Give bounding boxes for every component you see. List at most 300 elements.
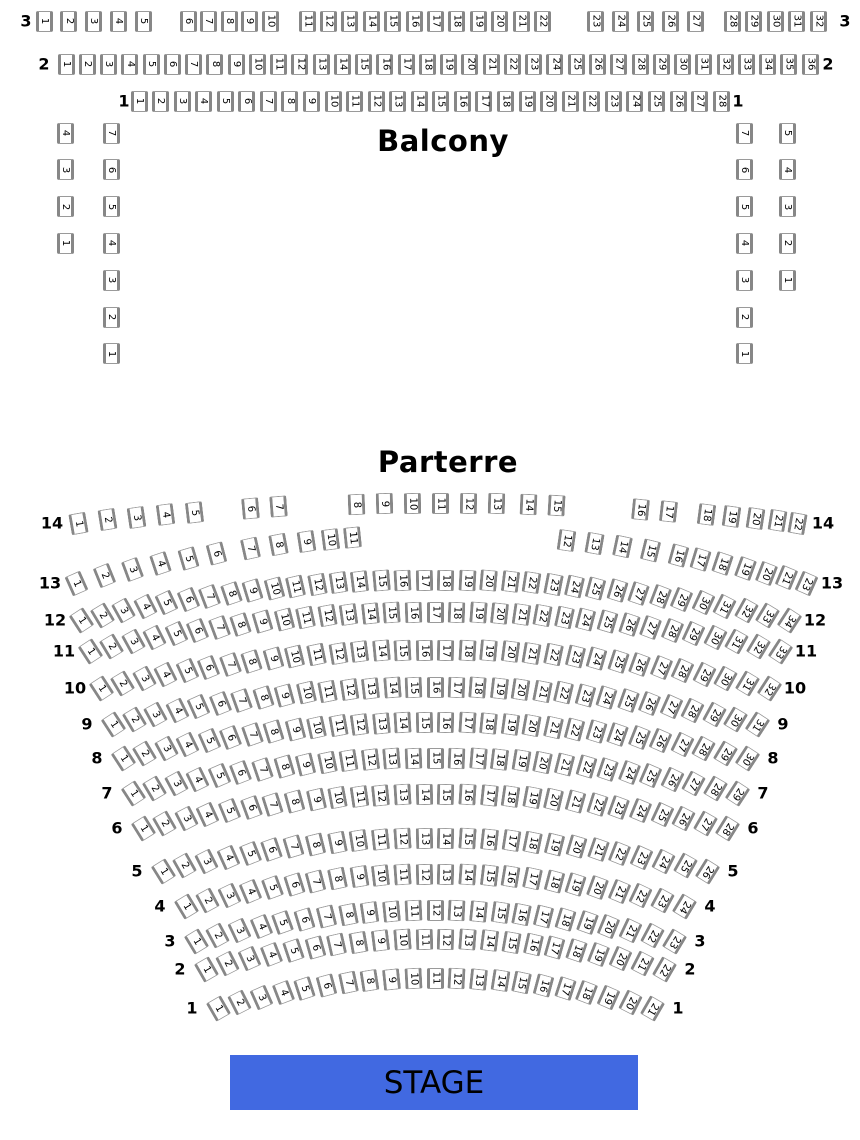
seat[interactable]: 22 [608,840,632,866]
seat[interactable]: 3 [132,666,157,693]
seat[interactable]: 17 [398,54,415,75]
seat[interactable]: 14 [480,929,499,952]
seat[interactable]: 19 [458,569,476,591]
seat[interactable]: 22 [651,956,676,983]
seat[interactable]: 6 [197,654,221,680]
seat[interactable]: 5 [143,54,160,75]
seat[interactable]: 3 [126,505,146,528]
seat[interactable]: 6 [241,497,260,519]
seat[interactable]: 24 [586,646,608,671]
seat[interactable]: 19 [500,713,520,736]
seat[interactable]: 10 [263,576,285,601]
seat[interactable]: 17 [658,500,677,523]
seat[interactable]: 19 [490,677,509,700]
seat[interactable]: 3 [164,770,189,797]
seat[interactable]: 15 [394,639,412,661]
seat[interactable]: 30 [734,745,760,772]
seat[interactable]: 1 [58,54,75,75]
seat[interactable]: 7 [200,11,217,32]
seat[interactable]: 15 [511,971,532,995]
seat[interactable]: 3 [100,54,117,75]
seat[interactable]: 7 [326,932,347,956]
seat[interactable]: 26 [694,858,720,885]
seat[interactable]: 21 [607,878,631,904]
seat[interactable]: 15 [501,931,521,955]
seat[interactable]: 35 [780,54,797,75]
seat[interactable]: 21 [554,752,576,777]
seat[interactable]: 24 [564,574,585,598]
seat[interactable]: 10 [296,681,317,705]
seat[interactable]: 11 [285,574,306,598]
seat[interactable]: 4 [175,731,200,757]
seat[interactable]: 1 [103,343,120,364]
seat[interactable]: 7 [269,496,288,518]
seat[interactable]: 26 [628,651,651,677]
seat[interactable]: 16 [533,973,555,998]
seat[interactable]: 10 [327,786,348,810]
seat[interactable]: 3 [111,598,136,625]
seat[interactable]: 28 [632,54,649,75]
seat[interactable]: 12 [427,900,444,921]
seat[interactable]: 17 [475,91,492,112]
seat[interactable]: 27 [693,810,718,837]
seat[interactable]: 5 [238,840,262,866]
seat[interactable]: 20 [461,54,478,75]
seat[interactable]: 8 [360,969,380,992]
seat[interactable]: 2 [92,563,116,589]
seat[interactable]: 2 [90,602,115,629]
seat[interactable]: 7 [338,971,359,995]
seat[interactable]: 7 [261,792,284,817]
seat[interactable]: 8 [273,754,295,779]
seat[interactable]: 26 [589,54,606,75]
seat[interactable]: 17 [437,639,454,660]
seat[interactable]: 4 [239,878,263,904]
seat[interactable]: 6 [293,907,315,932]
seat[interactable]: 31 [788,11,805,32]
seat[interactable]: 3 [227,918,251,944]
seat[interactable]: 26 [660,766,684,792]
seat[interactable]: 12 [291,54,308,75]
seat[interactable]: 10 [320,528,340,551]
seat[interactable]: 24 [651,848,676,874]
seat[interactable]: 5 [184,501,203,524]
seat[interactable]: 10 [371,864,390,887]
seat[interactable]: 25 [607,649,630,674]
seat[interactable]: 13 [350,640,370,663]
seat[interactable]: 19 [469,602,487,624]
seat[interactable]: 27 [681,770,706,797]
seat[interactable]: 25 [637,11,654,32]
seat[interactable]: 11 [415,928,433,949]
seat[interactable]: 17 [416,569,433,590]
seat[interactable]: 20 [532,750,553,774]
seat[interactable]: 13 [415,827,432,848]
seat[interactable]: 2 [195,887,220,914]
seat[interactable]: 21 [483,54,500,75]
seat[interactable]: 23 [564,644,586,668]
seat[interactable]: 18 [711,551,734,576]
seat[interactable]: 22 [575,754,597,779]
seat[interactable]: 8 [268,533,289,557]
seat[interactable]: 3 [103,270,120,291]
seat[interactable]: 4 [736,233,753,254]
seat[interactable]: 9 [371,929,390,952]
seat[interactable]: 13 [361,677,380,700]
seat[interactable]: 21 [562,91,579,112]
seat[interactable]: 26 [670,91,687,112]
seat[interactable]: 1 [110,745,136,772]
seat[interactable]: 11 [339,749,359,773]
seat[interactable]: 7 [736,123,753,144]
seat[interactable]: 10 [284,644,306,668]
seat[interactable]: 11 [295,605,316,629]
seat[interactable]: 22 [553,681,574,705]
seat[interactable]: 15 [479,864,498,887]
seat[interactable]: 12 [437,928,455,949]
seat[interactable]: 13 [313,54,330,75]
seat[interactable]: 25 [628,725,652,751]
seat[interactable]: 5 [177,546,199,571]
seat[interactable]: 7 [230,688,253,714]
seat[interactable]: 1 [68,607,94,634]
seat[interactable]: 5 [218,798,242,824]
seat[interactable]: 4 [149,551,172,576]
seat[interactable]: 7 [241,722,264,747]
seat[interactable]: 6 [260,837,283,862]
seat[interactable]: 19 [470,11,487,32]
seat[interactable]: 9 [251,609,273,634]
seat[interactable]: 12 [415,863,432,884]
seat[interactable]: 9 [349,865,369,889]
seat[interactable]: 14 [612,535,633,559]
seat[interactable]: 32 [717,54,734,75]
seat[interactable]: 3 [779,196,796,217]
seat[interactable]: 31 [695,54,712,75]
seat[interactable]: 4 [153,662,178,688]
seat[interactable]: 1 [183,928,208,955]
seat[interactable]: 30 [723,706,748,733]
seat[interactable]: 3 [174,805,199,831]
seat[interactable]: 20 [565,834,587,859]
seat[interactable]: 7 [185,54,202,75]
seat[interactable]: 26 [618,612,641,637]
seat[interactable]: 27 [691,91,708,112]
seat[interactable]: 21 [543,715,564,739]
seat[interactable]: 22 [628,883,652,909]
seat[interactable]: 32 [746,633,771,660]
seat[interactable]: 19 [721,505,741,528]
seat[interactable]: 14 [411,91,428,112]
seat[interactable]: 2 [142,775,167,802]
seat[interactable]: 23 [596,757,619,782]
seat[interactable]: 3 [154,735,179,762]
seat[interactable]: 9 [241,11,258,32]
seat[interactable]: 18 [458,639,476,661]
seat[interactable]: 18 [448,601,466,623]
seat[interactable]: 11 [346,91,363,112]
seat[interactable]: 20 [754,560,777,586]
seat[interactable]: 16 [454,91,471,112]
seat[interactable]: 12 [361,748,380,771]
seat[interactable]: 28 [671,658,695,684]
seat[interactable]: 5 [164,621,188,647]
seat[interactable]: 16 [631,498,650,521]
seat[interactable]: 7 [305,869,327,894]
seat[interactable]: 21 [774,565,798,591]
seat[interactable]: 32 [734,598,759,625]
seat[interactable]: 27 [670,731,695,757]
seat[interactable]: 18 [554,907,576,932]
seat[interactable]: 8 [252,685,275,710]
seat[interactable]: 14 [437,827,454,848]
seat[interactable]: 9 [274,683,296,708]
seat[interactable]: 24 [595,685,618,710]
seat[interactable]: 14 [394,711,412,733]
seat[interactable]: 1 [57,233,74,254]
seat[interactable]: 16 [667,543,689,568]
seat[interactable]: 1 [64,570,88,596]
seat[interactable]: 17 [533,904,555,929]
seat[interactable]: 5 [217,91,234,112]
seat[interactable]: 13 [448,899,466,921]
seat[interactable]: 16 [437,711,454,732]
seat[interactable]: 17 [544,935,566,960]
seat[interactable]: 7 [198,583,221,609]
seat[interactable]: 22 [533,604,553,628]
seat[interactable]: 36 [802,54,819,75]
seat[interactable]: 6 [238,91,255,112]
seat[interactable]: 12 [328,641,348,665]
seat[interactable]: 20 [491,11,508,32]
seat[interactable]: 12 [320,11,337,32]
seat[interactable]: 26 [606,578,628,603]
seat[interactable]: 21 [565,789,587,814]
seat[interactable]: 26 [649,728,673,754]
seat[interactable]: 6 [316,973,338,998]
seat[interactable]: 2 [132,740,157,767]
seat[interactable]: 8 [230,612,253,637]
seat[interactable]: 1 [77,638,103,665]
seat[interactable]: 30 [767,11,784,32]
seat[interactable]: 29 [745,11,762,32]
seat[interactable]: 29 [692,662,717,688]
seat[interactable]: 15 [437,783,454,804]
seat[interactable]: 21 [587,837,610,862]
seat[interactable]: 27 [627,581,650,606]
seat[interactable]: 9 [296,530,316,553]
seat[interactable]: 29 [670,586,694,612]
seat[interactable]: 9 [262,646,284,671]
seat[interactable]: 11 [328,714,348,738]
seat[interactable]: 3 [57,159,74,180]
seat[interactable]: 22 [564,717,586,742]
seat[interactable]: 15 [372,570,391,592]
seat[interactable]: 12 [307,573,328,597]
seat[interactable]: 28 [660,617,684,643]
seat[interactable]: 15 [383,602,401,624]
seat[interactable]: 20 [501,640,521,663]
seat[interactable]: 17 [427,602,444,623]
seat[interactable]: 20 [618,989,643,1015]
seat[interactable]: 3 [121,629,146,656]
seat[interactable]: 12 [459,493,476,514]
seat[interactable]: 30 [674,54,691,75]
seat[interactable]: 24 [629,798,653,824]
seat[interactable]: 8 [240,649,263,674]
seat[interactable]: 20 [586,875,609,901]
seat[interactable]: 15 [490,901,510,924]
seat[interactable]: 9 [303,91,320,112]
seat[interactable]: 6 [186,617,210,643]
seat[interactable]: 17 [448,676,466,698]
seat[interactable]: 27 [639,614,662,640]
seat[interactable]: 1 [68,511,88,535]
seat[interactable]: 33 [738,54,755,75]
seat[interactable]: 1 [205,995,230,1022]
seat[interactable]: 4 [133,594,158,620]
seat[interactable]: 10 [349,829,369,852]
seat[interactable]: 15 [639,539,661,563]
seat[interactable]: 6 [209,691,233,717]
seat[interactable]: 2 [227,989,252,1015]
seat[interactable]: 18 [479,712,498,735]
seat[interactable]: 5 [736,196,753,217]
seat[interactable]: 21 [513,11,530,32]
seat[interactable]: 1 [173,893,198,920]
seat[interactable]: 3 [194,848,219,874]
seat[interactable]: 4 [103,233,120,254]
seat[interactable]: 34 [759,54,776,75]
seat[interactable]: 22 [640,922,665,949]
seat[interactable]: 1 [131,91,148,112]
seat[interactable]: 29 [724,780,750,807]
seat[interactable]: 18 [448,11,465,32]
seat[interactable]: 29 [682,621,706,647]
seat[interactable]: 28 [714,815,740,842]
seat[interactable]: 23 [585,719,607,744]
seat[interactable]: 13 [487,493,505,514]
seat[interactable]: 13 [341,11,358,32]
seat[interactable]: 16 [480,828,499,851]
seat[interactable]: 27 [610,54,627,75]
seat[interactable]: 5 [261,875,284,901]
seat[interactable]: 17 [427,11,444,32]
seat[interactable]: 5 [271,910,294,936]
seat[interactable]: 28 [680,697,705,723]
seat[interactable]: 12 [371,784,390,807]
seat[interactable]: 1 [193,956,218,983]
seat[interactable]: 4 [155,503,175,526]
seat[interactable]: 22 [543,643,564,667]
seat[interactable]: 5 [103,196,120,217]
seat[interactable]: 8 [281,91,298,112]
seat[interactable]: 2 [60,11,77,32]
seat[interactable]: 10 [403,492,420,513]
seat[interactable]: 23 [525,54,542,75]
seat[interactable]: 24 [575,607,597,632]
seat[interactable]: 29 [702,701,727,728]
seat[interactable]: 15 [416,711,433,732]
seat[interactable]: 5 [197,728,221,754]
seat[interactable]: 19 [733,556,756,582]
seat[interactable]: 27 [687,11,704,32]
seat[interactable]: 25 [639,763,663,789]
seat[interactable]: 16 [394,569,412,591]
seat[interactable]: 22 [521,571,541,594]
seat[interactable]: 21 [500,570,519,593]
seat[interactable]: 9 [228,54,245,75]
seat[interactable]: 19 [597,984,621,1010]
seat[interactable]: 24 [626,91,643,112]
seat[interactable]: 10 [393,929,412,951]
seat[interactable]: 19 [544,832,566,857]
seat[interactable]: 24 [606,722,629,747]
seat[interactable]: 20 [540,91,557,112]
seat[interactable]: 28 [703,775,728,802]
seat[interactable]: 19 [576,910,599,936]
seat[interactable]: 17 [480,784,499,807]
seat[interactable]: 14 [383,677,402,699]
seat[interactable]: 8 [262,719,284,744]
seat[interactable]: 10 [273,607,295,632]
seat[interactable]: 15 [355,54,372,75]
seat[interactable]: 18 [437,569,454,590]
seat[interactable]: 6 [736,159,753,180]
seat[interactable]: 2 [779,233,796,254]
seat[interactable]: 6 [219,725,243,751]
seat[interactable]: 11 [431,492,448,513]
seat[interactable]: 6 [205,541,227,566]
seat[interactable]: 4 [121,54,138,75]
seat[interactable]: 4 [195,91,212,112]
seat[interactable]: 7 [208,614,231,640]
seat[interactable]: 5 [155,590,179,616]
seat[interactable]: 4 [165,697,190,723]
seat[interactable]: 5 [175,658,199,684]
seat[interactable]: 10 [325,91,342,112]
seat[interactable]: 22 [586,792,609,817]
seat[interactable]: 29 [713,740,738,767]
seat[interactable]: 16 [512,902,533,926]
seat[interactable]: 1 [36,11,53,32]
seat[interactable]: 3 [238,946,262,972]
seat[interactable]: 4 [196,801,220,827]
seat[interactable]: 2 [172,853,197,880]
seat[interactable]: 2 [152,810,177,837]
seat[interactable]: 2 [103,307,120,328]
seat[interactable]: 16 [501,865,521,889]
seat[interactable]: 18 [696,503,716,526]
seat[interactable]: 30 [713,666,738,693]
seat[interactable]: 4 [271,980,294,1006]
seat[interactable]: 24 [546,54,563,75]
seat[interactable]: 34 [776,607,802,634]
seat[interactable]: 16 [427,677,444,698]
seat[interactable]: 13 [584,532,604,556]
seat[interactable]: 8 [221,11,238,32]
seat[interactable]: 30 [703,625,728,651]
seat[interactable]: 3 [143,701,168,728]
seat[interactable]: 28 [691,735,716,762]
seat[interactable]: 9 [284,717,306,742]
seat[interactable]: 25 [585,576,607,601]
seat[interactable]: 11 [393,863,411,885]
seat[interactable]: 15 [405,676,423,698]
seat[interactable]: 12 [393,827,411,849]
seat[interactable]: 10 [306,715,327,739]
seat[interactable]: 18 [522,830,543,854]
